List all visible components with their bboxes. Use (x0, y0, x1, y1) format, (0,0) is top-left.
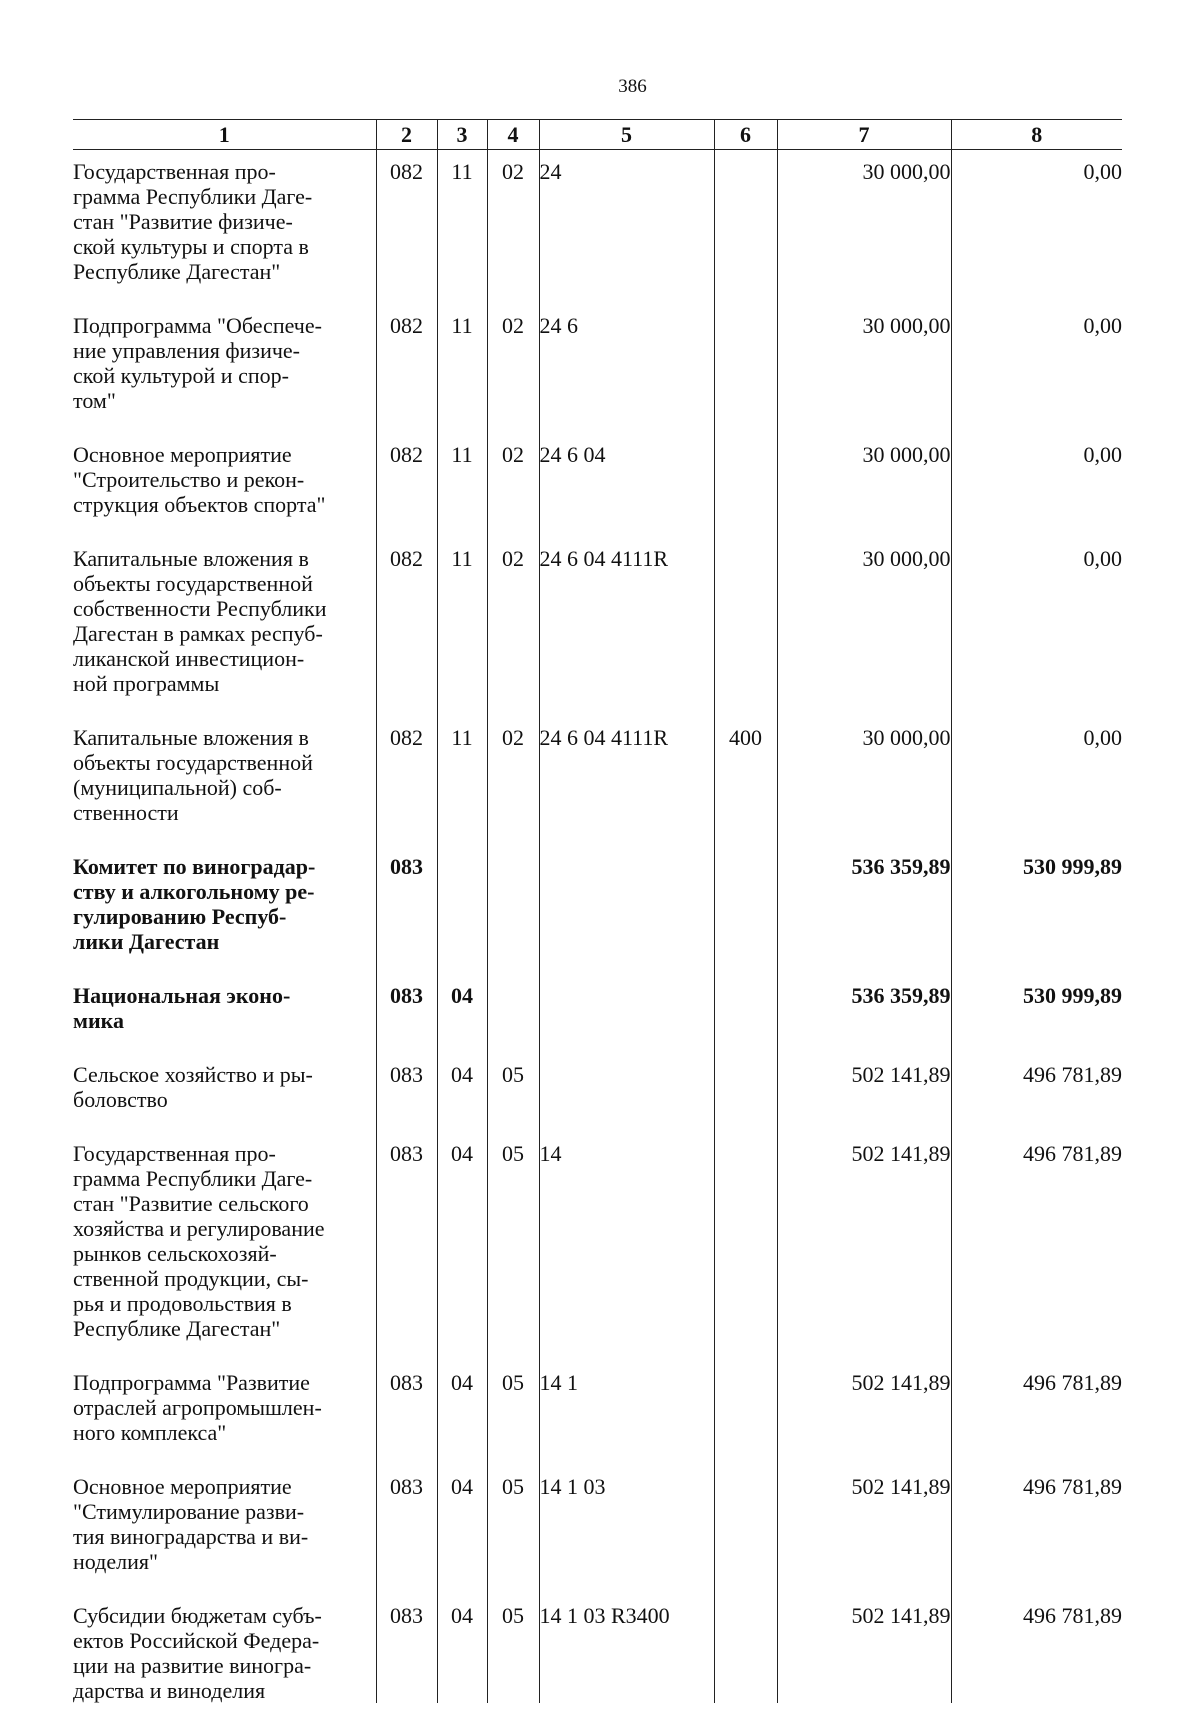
row-spacer (73, 1574, 1122, 1594)
spacer-cell (73, 1112, 376, 1132)
spacer-cell (951, 517, 1122, 537)
spacer-cell (539, 696, 714, 716)
table-row (73, 716, 1122, 825)
spacer-cell (951, 1574, 1122, 1594)
spacer-cell (714, 517, 777, 537)
row-section: 04 (437, 1465, 487, 1574)
row-section: 04 (437, 1361, 487, 1445)
row-admin-code: 082 (376, 150, 437, 285)
spacer-cell (376, 696, 437, 716)
spacer-cell (376, 1445, 437, 1465)
spacer-cell (539, 954, 714, 974)
spacer-cell (777, 954, 951, 974)
spacer-cell (376, 954, 437, 974)
spacer-cell (73, 1033, 376, 1053)
row-subsection: 02 (487, 304, 539, 413)
spacer-cell (437, 1112, 487, 1132)
spacer-cell (437, 1033, 487, 1053)
row-amount-col8: 0,00 (951, 433, 1122, 517)
spacer-cell (376, 1341, 437, 1361)
row-amount-col8: 496 781,89 (951, 1132, 1122, 1341)
column-header-5: 5 (539, 120, 714, 150)
spacer-cell (487, 696, 539, 716)
row-amount-col7: 502 141,89 (777, 1053, 951, 1112)
row-expense-type (714, 304, 777, 413)
row-expense-type: 400 (714, 716, 777, 825)
spacer-cell (951, 1033, 1122, 1053)
row-subsection: 05 (487, 1361, 539, 1445)
spacer-cell (437, 1574, 487, 1594)
spacer-cell (777, 413, 951, 433)
row-section: 11 (437, 433, 487, 517)
row-name: Капитальные вложения в объекты государственной (муниципальной) соб- ственности (73, 725, 313, 825)
column-header-1: 1 (73, 120, 376, 150)
spacer-cell (437, 284, 487, 304)
table-row (73, 845, 1122, 954)
table-row (73, 304, 1122, 413)
spacer-cell (714, 954, 777, 974)
spacer-cell (487, 1341, 539, 1361)
row-section (437, 845, 487, 954)
row-amount-col7: 30 000,00 (777, 433, 951, 517)
column-header-3: 3 (437, 120, 487, 150)
header-row (73, 120, 1122, 150)
row-spacer (73, 696, 1122, 716)
spacer-cell (376, 1112, 437, 1132)
table-row (73, 1594, 1122, 1703)
spacer-cell (437, 825, 487, 845)
row-section: 04 (437, 1132, 487, 1341)
row-amount-col8: 0,00 (951, 304, 1122, 413)
column-header-4: 4 (487, 120, 539, 150)
spacer-cell (437, 413, 487, 433)
row-target-article: 24 6 04 (539, 433, 714, 517)
row-admin-code: 083 (376, 1132, 437, 1341)
spacer-cell (487, 825, 539, 845)
spacer-cell (777, 1033, 951, 1053)
row-name: Комитет по виноградар- ству и алкогольному ре- гулированию Респуб- лики Дагестан (73, 854, 316, 954)
spacer-cell (376, 284, 437, 304)
spacer-cell (73, 1445, 376, 1465)
table-row (73, 1053, 1122, 1112)
row-amount-col7: 502 141,89 (777, 1361, 951, 1445)
row-spacer (73, 825, 1122, 845)
row-amount-col7: 536 359,89 (777, 974, 951, 1033)
row-amount-col7: 536 359,89 (777, 845, 951, 954)
row-expense-type (714, 1361, 777, 1445)
column-header-7: 7 (777, 120, 951, 150)
row-spacer (73, 1112, 1122, 1132)
row-expense-type (714, 1053, 777, 1112)
row-expense-type (714, 150, 777, 285)
row-spacer (73, 954, 1122, 974)
row-name: Сельское хозяйство и ры- боловство (73, 1062, 313, 1112)
row-target-article (539, 974, 714, 1033)
spacer-cell (539, 1445, 714, 1465)
spacer-cell (777, 284, 951, 304)
row-section: 04 (437, 1594, 487, 1703)
spacer-cell (951, 954, 1122, 974)
row-name: Основное мероприятие "Строительство и рекон- струкция объектов спорта" (73, 442, 326, 517)
row-name: Капитальные вложения в объекты государственной собственности Республики Дагестан в рамках респуб- ликанской инвестицион- ной программы (73, 546, 327, 696)
row-expense-type (714, 1132, 777, 1341)
spacer-cell (714, 1112, 777, 1132)
spacer-cell (539, 1112, 714, 1132)
row-spacer (73, 1445, 1122, 1465)
row-amount-col7: 502 141,89 (777, 1132, 951, 1341)
table-row (73, 974, 1122, 1033)
row-admin-code: 082 (376, 716, 437, 825)
row-name: Государственная про- грамма Республики Даге- стан "Развитие физиче- ской культуры и спорта в Республике Дагестан" (73, 159, 313, 284)
row-subsection: 02 (487, 150, 539, 285)
row-expense-type (714, 537, 777, 696)
spacer-cell (777, 696, 951, 716)
row-expense-type (714, 845, 777, 954)
row-admin-code: 083 (376, 1053, 437, 1112)
spacer-cell (73, 825, 376, 845)
row-expense-type (714, 433, 777, 517)
spacer-cell (951, 1112, 1122, 1132)
row-subsection (487, 845, 539, 954)
spacer-cell (487, 413, 539, 433)
spacer-cell (951, 413, 1122, 433)
row-spacer (73, 1341, 1122, 1361)
row-expense-type (714, 974, 777, 1033)
row-subsection: 05 (487, 1132, 539, 1341)
row-amount-col7: 502 141,89 (777, 1465, 951, 1574)
row-amount-col8: 496 781,89 (951, 1594, 1122, 1703)
row-admin-code: 083 (376, 1465, 437, 1574)
spacer-cell (73, 413, 376, 433)
row-subsection: 02 (487, 433, 539, 517)
spacer-cell (777, 825, 951, 845)
spacer-cell (437, 954, 487, 974)
row-admin-code: 082 (376, 537, 437, 696)
spacer-cell (487, 1033, 539, 1053)
row-spacer (73, 517, 1122, 537)
spacer-cell (714, 1341, 777, 1361)
spacer-cell (951, 825, 1122, 845)
row-admin-code: 083 (376, 845, 437, 954)
table-row (73, 1465, 1122, 1574)
row-subsection (487, 974, 539, 1033)
spacer-cell (437, 1445, 487, 1465)
row-target-article: 24 6 04 4111R (539, 537, 714, 696)
row-target-article: 14 (539, 1132, 714, 1341)
row-name: Основное мероприятие "Стимулирование разви- тия виноградарства и ви- ноделия" (73, 1474, 309, 1574)
spacer-cell (376, 517, 437, 537)
table-row (73, 537, 1122, 696)
spacer-cell (777, 1574, 951, 1594)
spacer-cell (951, 696, 1122, 716)
page-number: 386 (618, 76, 647, 97)
spacer-cell (714, 284, 777, 304)
spacer-cell (714, 1445, 777, 1465)
spacer-cell (487, 284, 539, 304)
row-admin-code: 082 (376, 433, 437, 517)
row-amount-col8: 0,00 (951, 537, 1122, 696)
row-name: Подпрограмма "Обеспече- ние управления физиче- ской культурой и спор- том" (73, 313, 322, 413)
spacer-cell (777, 1341, 951, 1361)
spacer-cell (714, 696, 777, 716)
spacer-cell (777, 1445, 951, 1465)
row-name: Субсидии бюджетам субъ- ектов Российской Федера- ции на развитие виногра- дарства и виноделия (73, 1603, 322, 1703)
spacer-cell (73, 696, 376, 716)
table-body (73, 150, 1122, 1704)
row-subsection: 05 (487, 1465, 539, 1574)
row-target-article (539, 1053, 714, 1112)
spacer-cell (714, 1574, 777, 1594)
row-amount-col8: 496 781,89 (951, 1361, 1122, 1445)
row-amount-col7: 30 000,00 (777, 150, 951, 285)
column-header-2: 2 (376, 120, 437, 150)
spacer-cell (376, 1033, 437, 1053)
table-row (73, 1361, 1122, 1445)
row-section: 11 (437, 304, 487, 413)
row-spacer (73, 413, 1122, 433)
spacer-cell (73, 517, 376, 537)
row-subsection: 05 (487, 1594, 539, 1703)
spacer-cell (951, 1341, 1122, 1361)
spacer-cell (73, 1341, 376, 1361)
column-header-6: 6 (714, 120, 777, 150)
spacer-cell (714, 413, 777, 433)
row-admin-code: 083 (376, 974, 437, 1033)
spacer-cell (951, 1445, 1122, 1465)
row-subsection: 02 (487, 716, 539, 825)
spacer-cell (376, 1574, 437, 1594)
row-section: 04 (437, 1053, 487, 1112)
row-target-article: 14 1 03 (539, 1465, 714, 1574)
row-amount-col8: 0,00 (951, 150, 1122, 285)
spacer-cell (437, 517, 487, 537)
row-target-article: 14 1 (539, 1361, 714, 1445)
row-target-article: 14 1 03 R3400 (539, 1594, 714, 1703)
spacer-cell (73, 1574, 376, 1594)
table-row (73, 1132, 1122, 1341)
row-section: 04 (437, 974, 487, 1033)
spacer-cell (437, 1341, 487, 1361)
row-name: Подпрограмма "Развитие отраслей агропромышлен- ного комплекса" (73, 1370, 322, 1445)
row-amount-col7: 30 000,00 (777, 537, 951, 696)
spacer-cell (714, 1033, 777, 1053)
row-admin-code: 083 (376, 1361, 437, 1445)
row-target-article: 24 6 (539, 304, 714, 413)
spacer-cell (777, 517, 951, 537)
spacer-cell (73, 284, 376, 304)
row-amount-col8: 530 999,89 (951, 845, 1122, 954)
row-admin-code: 082 (376, 304, 437, 413)
row-spacer (73, 284, 1122, 304)
table-row (73, 150, 1122, 285)
spacer-cell (539, 284, 714, 304)
table-row (73, 433, 1122, 517)
column-header-8: 8 (951, 120, 1122, 150)
spacer-cell (539, 413, 714, 433)
spacer-cell (437, 696, 487, 716)
row-spacer (73, 1033, 1122, 1053)
spacer-cell (777, 1112, 951, 1132)
row-amount-col7: 502 141,89 (777, 1594, 951, 1703)
row-subsection: 02 (487, 537, 539, 696)
row-section: 11 (437, 716, 487, 825)
spacer-cell (487, 1445, 539, 1465)
row-amount-col8: 530 999,89 (951, 974, 1122, 1033)
row-target-article (539, 845, 714, 954)
row-name: Государственная про- грамма Республики Даге- стан "Развитие сельского хозяйства и регулирование рынков сельскохозяй- ственной продукции, сы- рья и продовольствия в Республике Дагестан" (73, 1141, 325, 1341)
row-name: Национальная эконо- мика (73, 983, 291, 1033)
budget-table (73, 119, 1122, 1703)
row-amount-col8: 0,00 (951, 716, 1122, 825)
spacer-cell (73, 954, 376, 974)
row-target-article: 24 (539, 150, 714, 285)
row-admin-code: 083 (376, 1594, 437, 1703)
spacer-cell (487, 954, 539, 974)
row-amount-col8: 496 781,89 (951, 1465, 1122, 1574)
row-amount-col7: 30 000,00 (777, 716, 951, 825)
spacer-cell (539, 1033, 714, 1053)
spacer-cell (487, 1574, 539, 1594)
spacer-cell (539, 1341, 714, 1361)
row-section: 11 (437, 150, 487, 285)
spacer-cell (376, 825, 437, 845)
row-section: 11 (437, 537, 487, 696)
spacer-cell (376, 413, 437, 433)
spacer-cell (539, 825, 714, 845)
row-amount-col7: 30 000,00 (777, 304, 951, 413)
spacer-cell (487, 1112, 539, 1132)
spacer-cell (951, 284, 1122, 304)
spacer-cell (539, 1574, 714, 1594)
row-target-article: 24 6 04 4111R (539, 716, 714, 825)
row-amount-col8: 496 781,89 (951, 1053, 1122, 1112)
spacer-cell (487, 517, 539, 537)
spacer-cell (539, 517, 714, 537)
spacer-cell (714, 825, 777, 845)
row-subsection: 05 (487, 1053, 539, 1112)
row-expense-type (714, 1594, 777, 1703)
row-expense-type (714, 1465, 777, 1574)
